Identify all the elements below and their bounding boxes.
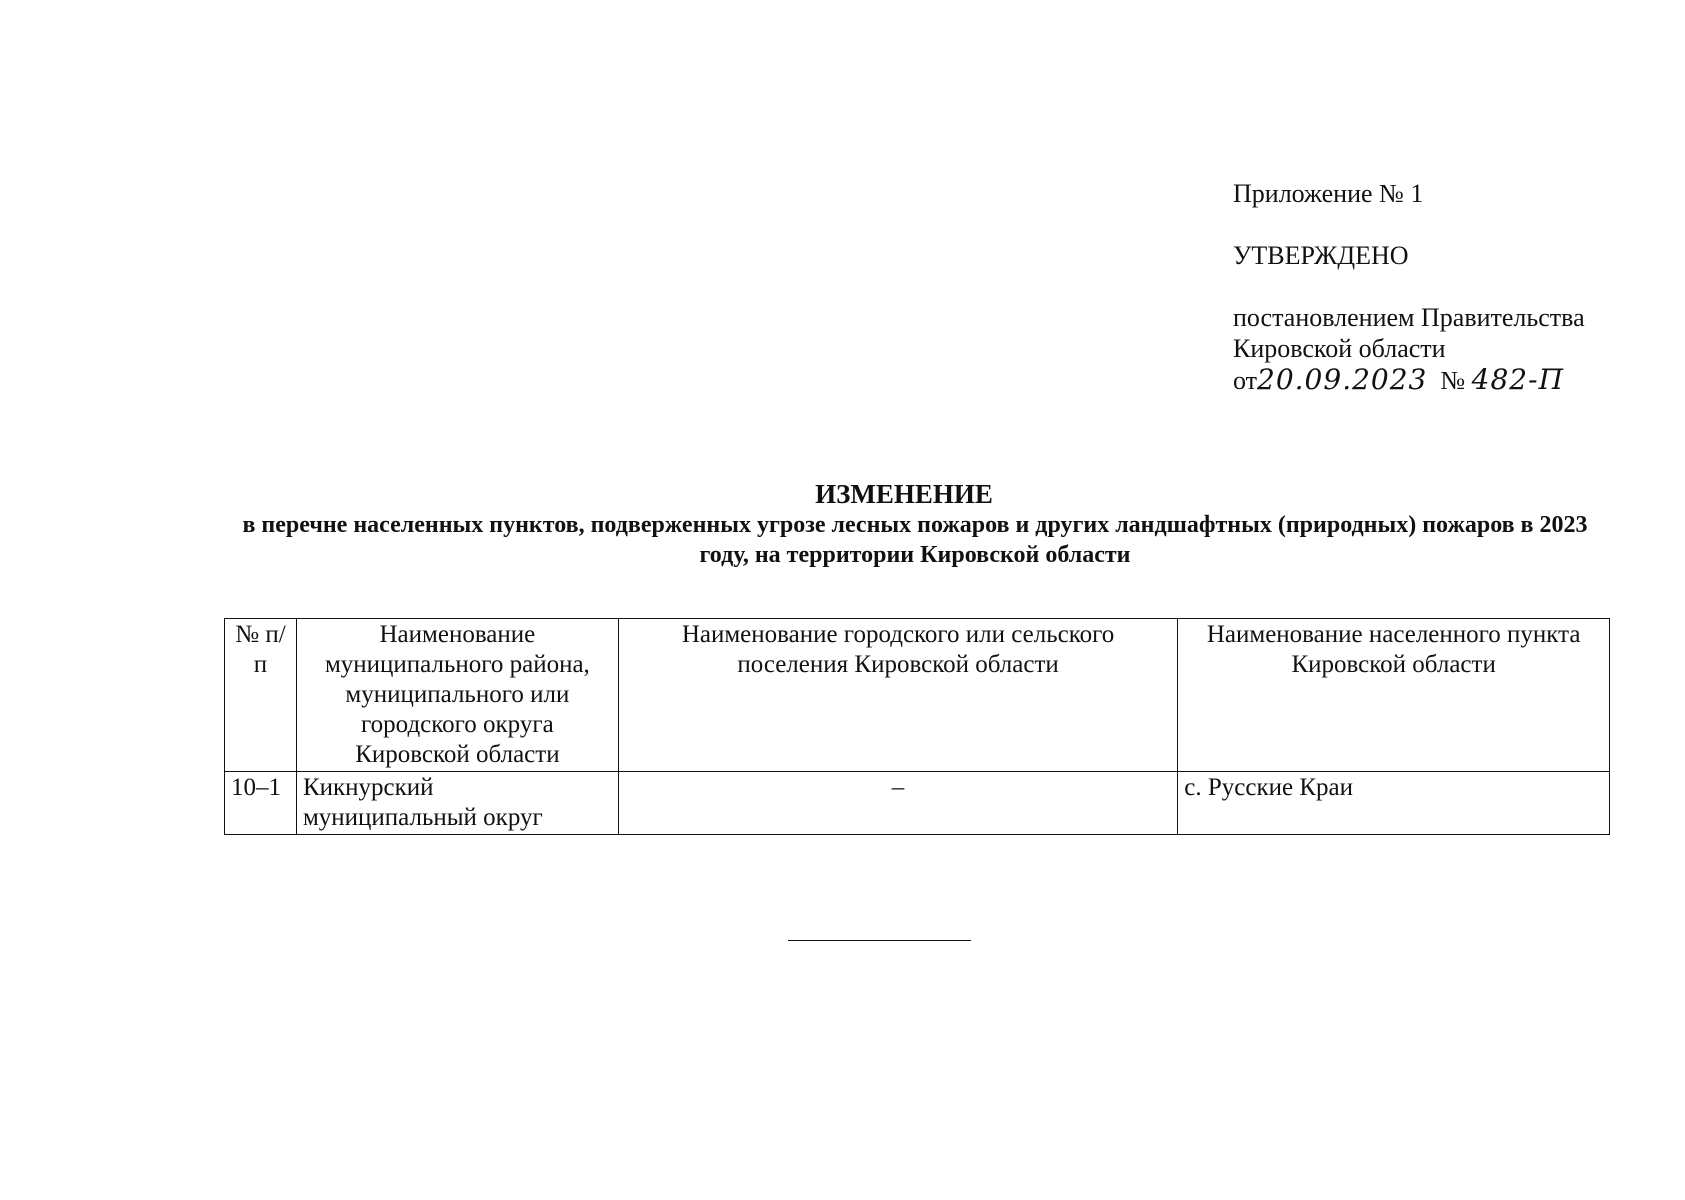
cell-settlement: – xyxy=(618,772,1178,835)
handwritten-date: 20.09.2023 xyxy=(1257,363,1428,396)
from-prefix: от xyxy=(1233,366,1258,395)
table-row xyxy=(225,772,1610,835)
document-subtitle: в перечне населенных пунктов, подверженных угрозе лесных пожаров и других ландшафтных (природных) пожаров в 2023 году, на территории Кировской области xyxy=(242,512,1588,568)
decree-line-1: постановлением Правительства xyxy=(1233,303,1585,332)
approved-label: УТВЕРЖДЕНО xyxy=(1233,241,1409,270)
document-title-block xyxy=(150,478,1680,570)
table-header-row xyxy=(225,619,1610,772)
closing-separator-line xyxy=(788,940,971,941)
header-number: № п/п xyxy=(225,619,297,772)
settlements-table xyxy=(224,618,1610,835)
number-prefix: № xyxy=(1440,366,1466,395)
decree-date-number-line xyxy=(1233,364,1653,396)
appendix-label: Приложение № 1 xyxy=(1233,179,1424,208)
header-locality: Наименование населенного пункта Кировской области xyxy=(1178,619,1610,772)
cell-locality: с. Русские Краи xyxy=(1178,772,1610,835)
header-district: Наименование муниципального района, муниципального или городского округа Кировской области xyxy=(296,619,618,772)
handwritten-number: 482-П xyxy=(1471,363,1564,396)
cell-district: Кикнурский муниципальный округ xyxy=(296,772,618,835)
cell-number: 10–1 xyxy=(225,772,297,835)
document-heading: ИЗМЕНЕНИЕ xyxy=(815,479,993,509)
decree-line-2: Кировской области xyxy=(1233,334,1446,363)
header-settlement: Наименование городского или сельского поселения Кировской области xyxy=(618,619,1178,772)
approval-block xyxy=(1233,178,1653,396)
